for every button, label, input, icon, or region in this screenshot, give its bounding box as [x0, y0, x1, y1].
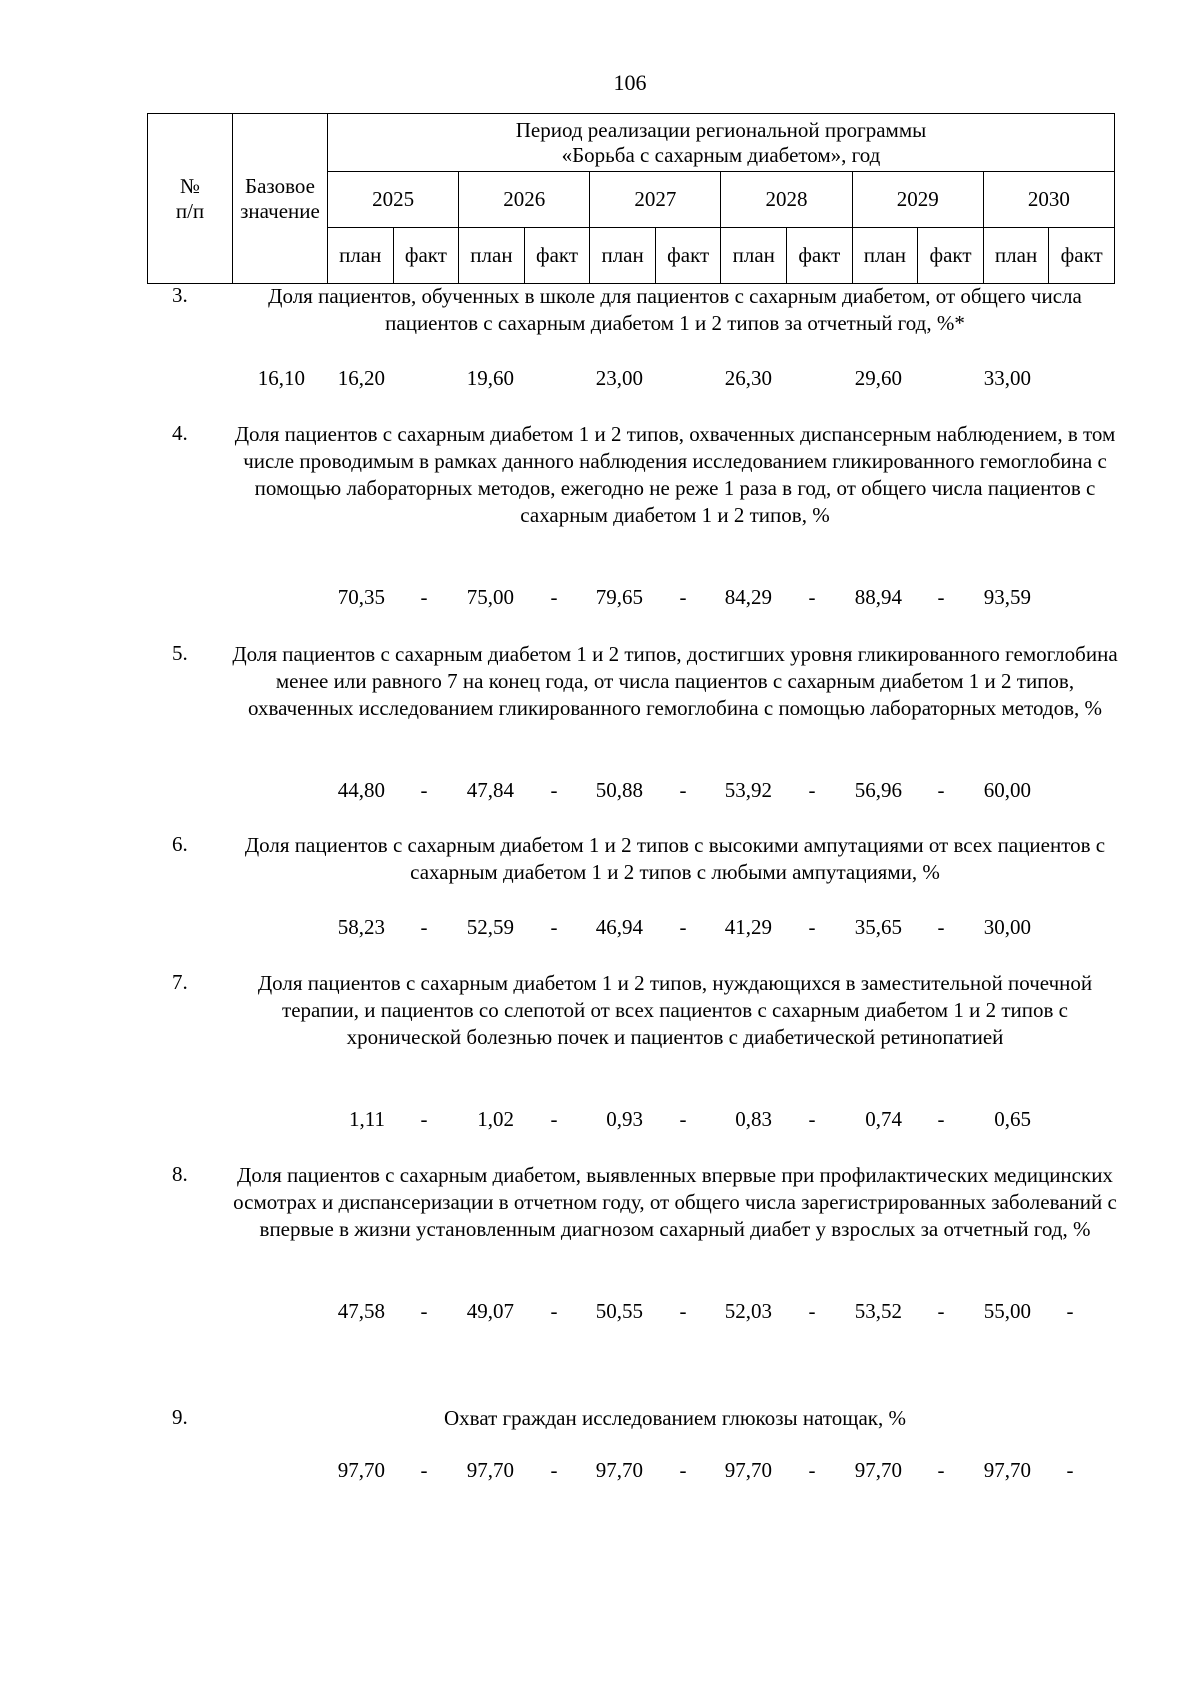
plan-value: 97,70 — [854, 1458, 902, 1482]
header-col-no: № п/п — [148, 114, 233, 284]
header-year: 2028 — [721, 172, 852, 228]
header-fact: факт — [787, 228, 853, 284]
row-number: 9. — [172, 1405, 188, 1429]
fact-value: - — [808, 1458, 816, 1482]
plan-value: 47,84 — [466, 778, 514, 802]
fact-value: - — [550, 1107, 558, 1131]
row-values — [0, 915, 1200, 945]
plan-value: 30,00 — [983, 915, 1031, 939]
header-fact: факт — [524, 228, 590, 284]
fact-value: - — [679, 915, 687, 939]
fact-value: - — [420, 585, 428, 609]
plan-value: 49,07 — [466, 1299, 514, 1323]
base-value: 16,10 — [257, 366, 305, 390]
fact-value: - — [937, 1107, 945, 1131]
plan-value: 97,70 — [983, 1458, 1031, 1482]
fact-value: - — [420, 778, 428, 802]
plan-value: 47,58 — [337, 1299, 385, 1323]
plan-value: 35,65 — [854, 915, 902, 939]
plan-value: 23,00 — [595, 366, 643, 390]
header-plan: план — [590, 228, 656, 284]
header-plan: план — [328, 228, 394, 284]
fact-value: - — [420, 1107, 428, 1131]
row-values — [0, 1107, 1200, 1137]
plan-value: 56,96 — [854, 778, 902, 802]
plan-value: 46,94 — [595, 915, 643, 939]
plan-value: 53,52 — [854, 1299, 902, 1323]
row-values — [0, 1458, 1200, 1488]
header-year: 2026 — [459, 172, 590, 228]
row-description: Доля пациентов с сахарным диабетом 1 и 2 типов, охваченных диспансерным наблюдением, в том числе проводимым в рамках данного наблюдения исследованием гликированного гемоглобина с помощью лабораторных методов, ежегодно не реже 1 раза в год, от общего числа пациентов с сахарным диабетом 1 и 2 типов, % — [234, 422, 1116, 527]
plan-value: 58,23 — [337, 915, 385, 939]
header-plan: план — [721, 228, 787, 284]
row-values — [0, 778, 1200, 808]
fact-value: - — [679, 1458, 687, 1482]
plan-value: 75,00 — [466, 585, 514, 609]
fact-value: - — [550, 778, 558, 802]
plan-value: 84,29 — [724, 585, 772, 609]
row-values — [0, 585, 1200, 615]
fact-value: - — [550, 585, 558, 609]
plan-value: 97,70 — [466, 1458, 514, 1482]
fact-value: - — [679, 585, 687, 609]
fact-value: - — [550, 1458, 558, 1482]
header-plan: план — [852, 228, 918, 284]
header-fact: факт — [918, 228, 984, 284]
plan-value: 0,74 — [865, 1107, 902, 1131]
header-year: 2027 — [590, 172, 721, 228]
plan-value: 97,70 — [337, 1458, 385, 1482]
header-fact: факт — [1049, 228, 1115, 284]
header-year: 2030 — [983, 172, 1114, 228]
header-col-base: Базовое значение — [233, 114, 328, 284]
row-description: Охват граждан исследованием глюкозы натощак, % — [444, 1406, 906, 1430]
plan-value: 16,20 — [337, 366, 385, 390]
plan-value: 79,65 — [595, 585, 643, 609]
header-table — [147, 113, 1115, 284]
header-plan: план — [983, 228, 1049, 284]
plan-value: 1,11 — [349, 1107, 385, 1131]
fact-value: - — [808, 585, 816, 609]
plan-value: 52,59 — [466, 915, 514, 939]
row-description: Доля пациентов с сахарным диабетом 1 и 2 типов, достигших уровня гликированного гемоглобина менее или равного 7 на конец года, от числа пациентов с сахарным диабетом 1 и 2 типов, охваченных исследованием гликированного гемоглобина с помощью лабораторных методов, % — [232, 642, 1118, 720]
fact-value: - — [679, 778, 687, 802]
row-number: 4. — [172, 421, 188, 445]
fact-value: - — [808, 778, 816, 802]
row-number: 7. — [172, 970, 188, 994]
plan-value: 33,00 — [983, 366, 1031, 390]
page-number: 106 — [613, 70, 647, 95]
fact-value: - — [550, 915, 558, 939]
plan-value: 26,30 — [724, 366, 772, 390]
fact-value: - — [1066, 1458, 1074, 1482]
row-values — [0, 1299, 1200, 1329]
plan-value: 70,35 — [337, 585, 385, 609]
plan-value: 19,60 — [466, 366, 514, 390]
row-number: 6. — [172, 832, 188, 856]
fact-value: - — [420, 1458, 428, 1482]
fact-value: - — [808, 1107, 816, 1131]
fact-value: - — [937, 1299, 945, 1323]
fact-value: - — [937, 915, 945, 939]
plan-value: 1,02 — [477, 1107, 514, 1131]
plan-value: 55,00 — [983, 1299, 1031, 1323]
plan-value: 50,55 — [595, 1299, 643, 1323]
plan-value: 0,93 — [606, 1107, 643, 1131]
plan-value: 44,80 — [337, 778, 385, 802]
row-description: Доля пациентов с сахарным диабетом 1 и 2 типов с высокими ампутациями от всех пациентов с сахарным диабетом 1 и 2 типов с любыми ампутациями, % — [244, 833, 1106, 884]
plan-value: 0,83 — [735, 1107, 772, 1131]
row-description: Доля пациентов с сахарным диабетом 1 и 2 типов, нуждающихся в заместительной почечной терапии, и пациентов со слепотой от всех пациентов с сахарным диабетом 1 и 2 типов с хронической болезнью почек и пациентов с диабетической ретинопатией — [257, 971, 1093, 1049]
fact-value: - — [1066, 1299, 1074, 1323]
plan-value: 50,88 — [595, 778, 643, 802]
plan-value: 41,29 — [724, 915, 772, 939]
row-number: 3. — [172, 283, 188, 307]
row-description: Доля пациентов, обученных в школе для пациентов с сахарным диабетом, от общего числа пациентов с сахарным диабетом 1 и 2 типов за отчетный год, %* — [268, 284, 1082, 335]
plan-value: 0,65 — [994, 1107, 1031, 1131]
header-fact: факт — [393, 228, 459, 284]
header-plan: план — [459, 228, 525, 284]
fact-value: - — [679, 1107, 687, 1131]
header-fact: факт — [655, 228, 721, 284]
header-period-title: Период реализации региональной программы «Борьба с сахарным диабетом», год — [328, 114, 1115, 172]
fact-value: - — [937, 585, 945, 609]
plan-value: 97,70 — [724, 1458, 772, 1482]
fact-value: - — [808, 1299, 816, 1323]
plan-value: 93,59 — [983, 585, 1031, 609]
plan-value: 53,92 — [724, 778, 772, 802]
fact-value: - — [937, 778, 945, 802]
row-description: Доля пациентов с сахарным диабетом, выявленных впервые при профилактических медицинских осмотрах и диспансеризации в отчетном году, от общего числа зарегистрированных заболеваний с впервые в жизни установленным диагнозом сахарный диабет у взрослых за отчетный год, % — [233, 1163, 1117, 1241]
fact-value: - — [808, 915, 816, 939]
fact-value: - — [550, 1299, 558, 1323]
plan-value: 29,60 — [854, 366, 902, 390]
fact-value: - — [679, 1299, 687, 1323]
plan-value: 60,00 — [983, 778, 1031, 802]
fact-value: - — [937, 1458, 945, 1482]
plan-value: 88,94 — [854, 585, 902, 609]
row-values — [0, 366, 1200, 396]
plan-value: 52,03 — [724, 1299, 772, 1323]
row-number: 5. — [172, 641, 188, 665]
row-number: 8. — [172, 1162, 188, 1186]
plan-value: 97,70 — [595, 1458, 643, 1482]
fact-value: - — [420, 1299, 428, 1323]
fact-value: - — [420, 915, 428, 939]
header-year: 2025 — [328, 172, 459, 228]
header-year: 2029 — [852, 172, 983, 228]
